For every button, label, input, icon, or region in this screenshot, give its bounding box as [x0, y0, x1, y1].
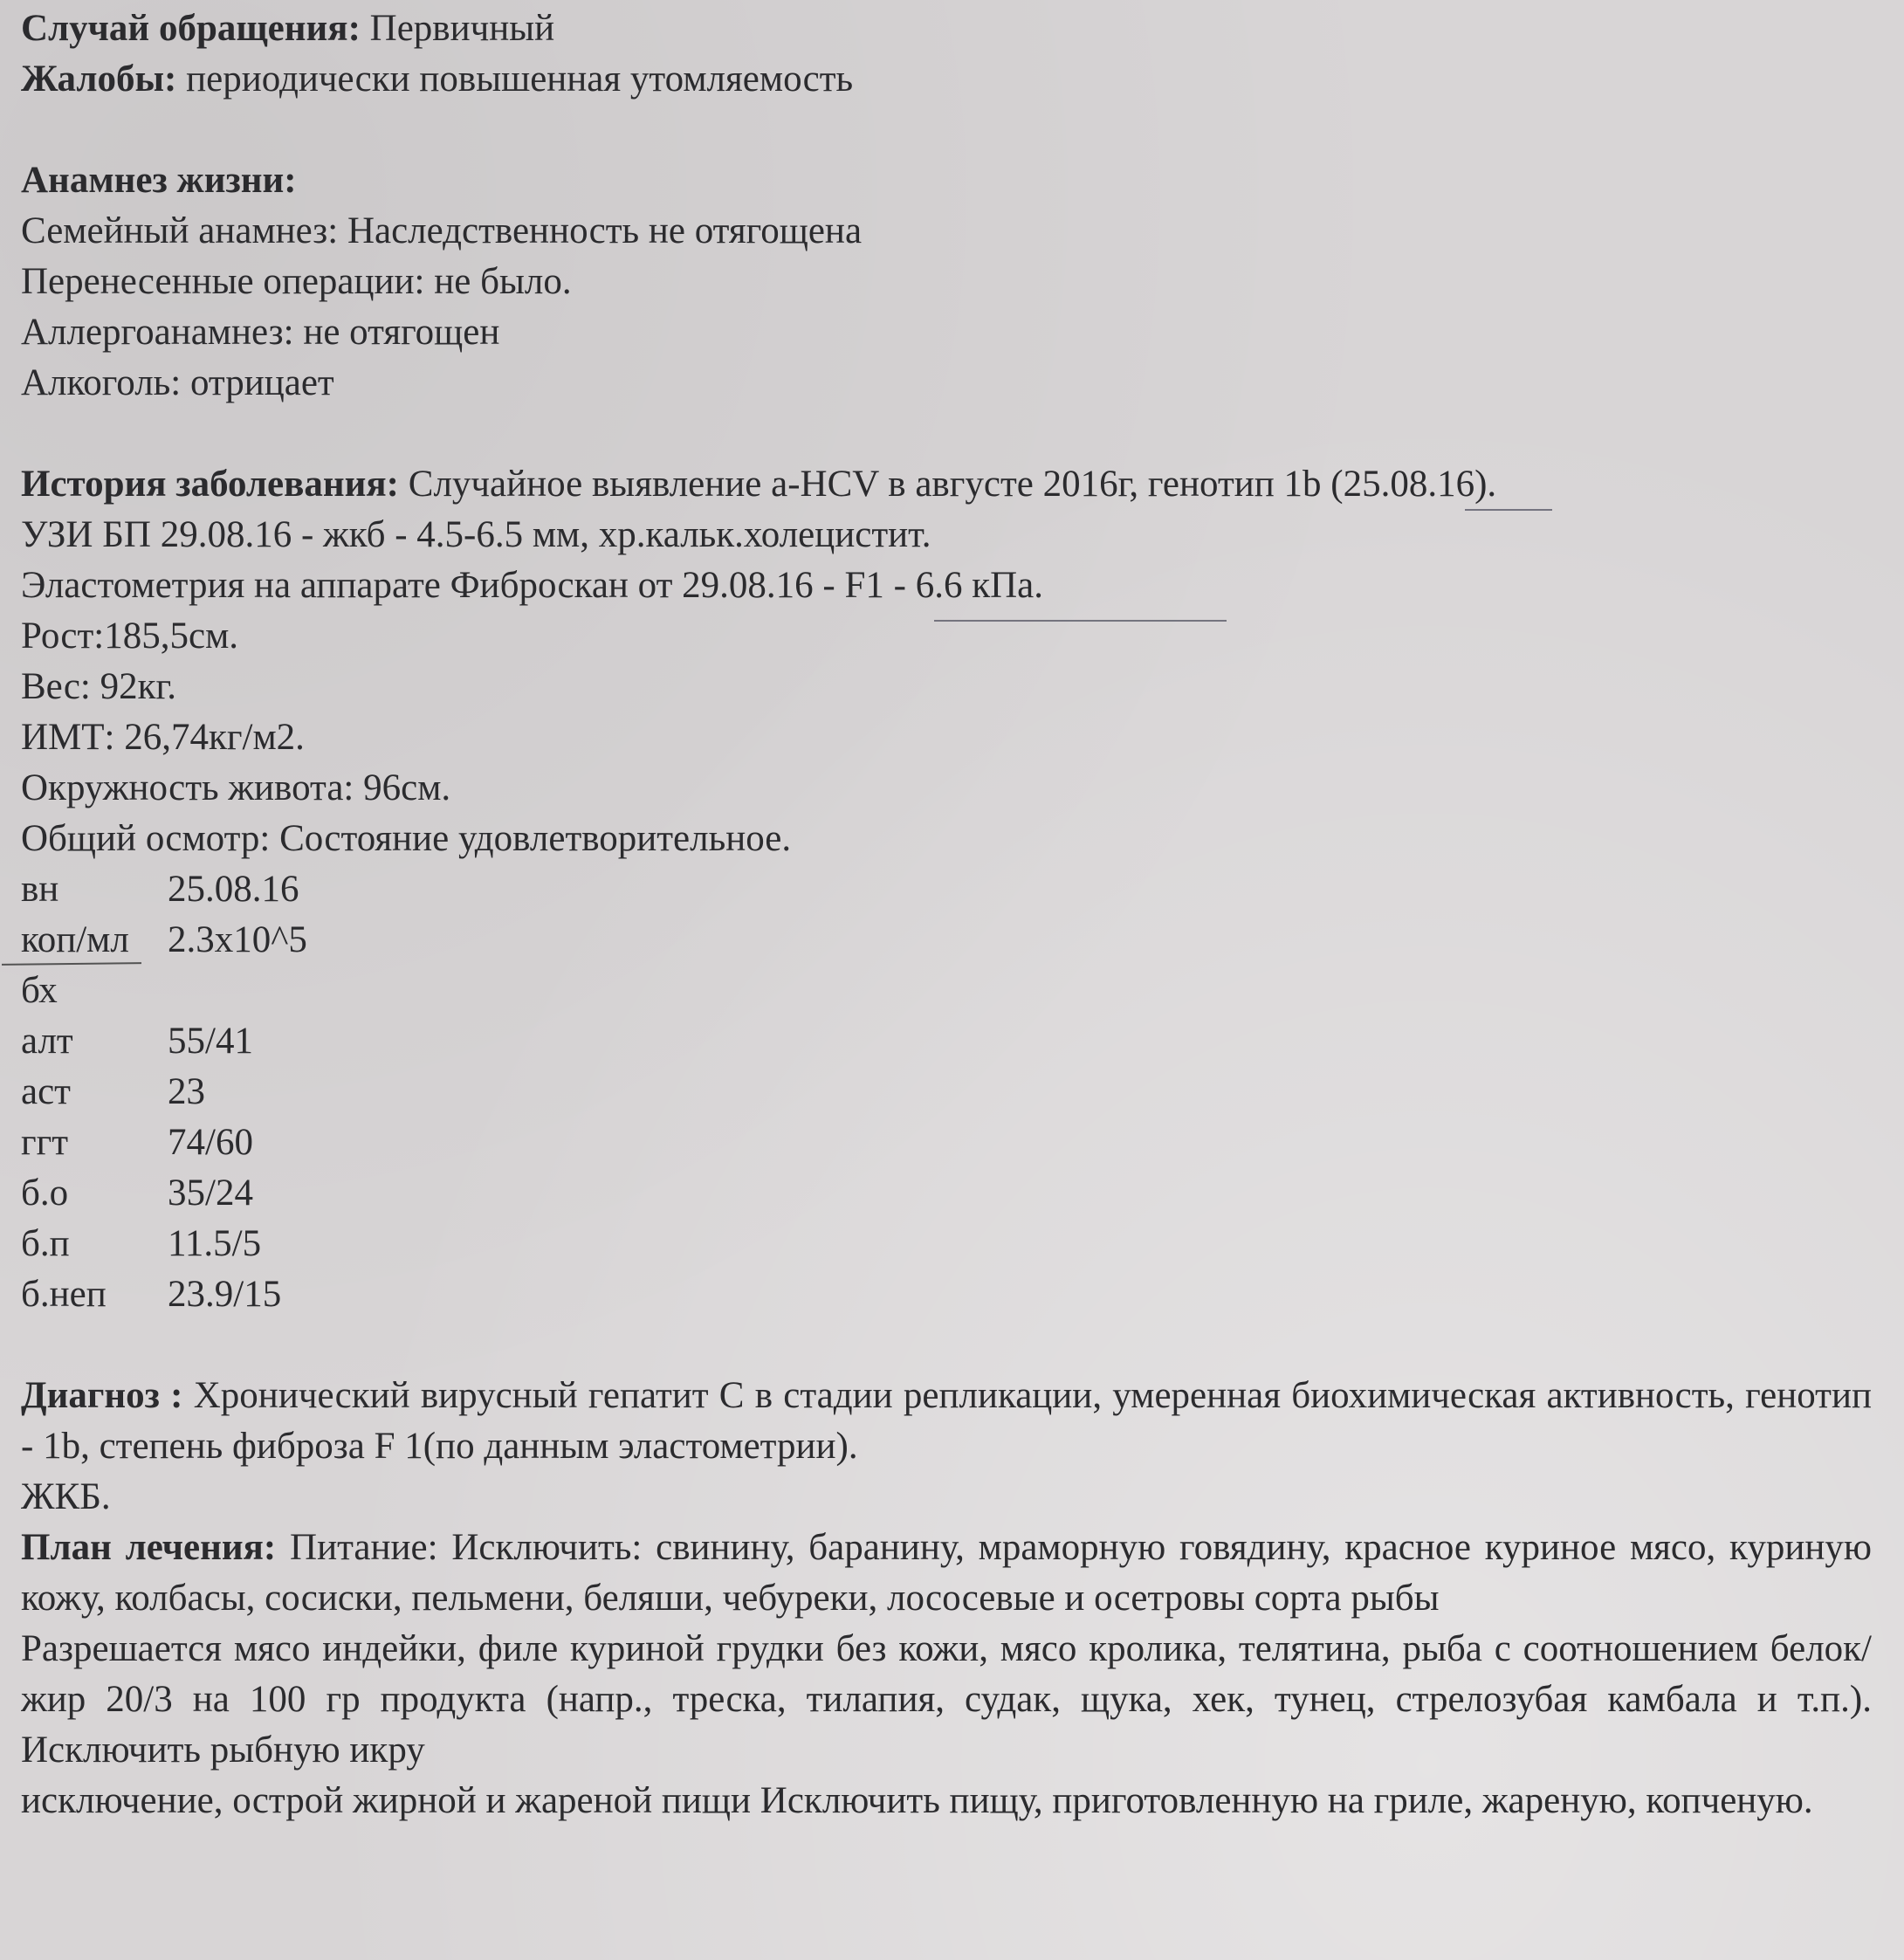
complaints-line — [21, 54, 1880, 105]
complaints-label: Жалобы: — [21, 58, 177, 100]
diagnosis-text: Хронический вирусный гепатит С в стадии репликации, умеренная биохимическая активность, генотип - 1b, степень фиброза F 1(по данным эластометрии). — [21, 1375, 1873, 1467]
lab-value: 55/41 — [168, 1021, 253, 1062]
lab-key: алт — [21, 1021, 73, 1062]
document-page — [21, 3, 1880, 1955]
spacer — [21, 1320, 1880, 1371]
disease-history-line: УЗИ БП 29.08.16 - жкб - 4.5-6.5 мм, хр.кальк.холецистит. — [21, 514, 931, 555]
lab-value: 25.08.16 — [168, 869, 299, 910]
case-value: Первичный — [369, 8, 555, 49]
diagnosis-label: Диагноз : — [21, 1375, 183, 1416]
disease-history-line: Рост:185,5см. — [21, 616, 239, 657]
disease-history-line: Вес: 92кг. — [21, 666, 177, 707]
lab-value: 35/24 — [168, 1173, 253, 1214]
disease-history-first-line — [21, 459, 1880, 510]
disease-history-line: Эластометрия на аппарате Фиброскан от 29.08.16 - F1 - 6.6 кПа. — [21, 565, 1043, 606]
lab-row — [21, 864, 1880, 915]
lab-row — [21, 1118, 1880, 1168]
lab-value: 11.5/5 — [168, 1223, 262, 1264]
disease-history-label: История заболевания: — [21, 464, 400, 505]
disease-history-line: Окружность живота: 96см. — [21, 767, 451, 808]
diagnosis-extra: ЖКБ. — [21, 1476, 111, 1517]
spacer — [21, 105, 1880, 155]
spacer — [21, 409, 1880, 459]
lab-row — [21, 966, 1880, 1016]
lab-results — [21, 864, 1880, 1320]
lab-value: 23.9/15 — [168, 1274, 282, 1315]
lab-row — [21, 1168, 1880, 1219]
lab-key: бх — [21, 970, 58, 1011]
lab-key: коп/мл — [21, 919, 129, 960]
lab-key: б.о — [21, 1173, 69, 1214]
disease-history-text: Случайное выявление a-HCV в августе 2016г, генотип 1b (25.08.16). — [408, 464, 1497, 505]
lab-row — [21, 1219, 1880, 1269]
lab-key: вн — [21, 869, 59, 910]
lab-key: б.неп — [21, 1274, 107, 1315]
lab-value: 23 — [168, 1071, 205, 1112]
life-history-title: Анамнез жизни: — [21, 160, 297, 201]
case-label: Случай обращения: — [21, 8, 361, 49]
diagnosis-paragraph — [21, 1371, 1872, 1472]
treatment-text: Питание: Исключить: свинину, баранину, мраморную говядину, красное куриное мясо, куриную кожу, колбасы, сосиски, пельмени, беляши, чебуреки, лососевые и осетровы сорта рыбы — [21, 1527, 1872, 1619]
pen-underline-mark — [934, 620, 1227, 622]
life-history-line: Аллергоанамнез: не отягощен — [21, 312, 500, 353]
lab-row — [21, 1067, 1880, 1118]
pen-underline-mark — [1465, 509, 1552, 511]
disease-history-line: ИМТ: 26,74кг/м2. — [21, 717, 305, 758]
life-history-line: Алкоголь: отрицает — [21, 362, 334, 403]
lab-key: аст — [21, 1071, 71, 1112]
lab-row — [21, 915, 1880, 966]
lab-key: б.п — [21, 1223, 70, 1264]
treatment-allowed: Разрешается мясо индейки, филе куриной грудки без кожи, мясо кролика, телятина, рыба с соотношением белок/жир 20/3 на 100 гр продукта (напр., треска, тилапия, судак, щука, хек, тунец, стрелозубая камбала и т.п.). Исключить рыбную икру — [21, 1628, 1872, 1771]
lab-value: 74/60 — [168, 1122, 253, 1163]
lab-value: 2.3x10^5 — [168, 919, 307, 960]
life-history-line: Семейный анамнез: Наследственность не отягощена — [21, 210, 863, 251]
lab-row — [21, 1016, 1880, 1067]
treatment-exclude: исключение, острой жирной и жареной пищи Исключить пищу, приготовленную на гриле, жареную, копченую. — [21, 1780, 1813, 1821]
treatment-label: План лечения: — [21, 1527, 277, 1568]
disease-history-line: Общий осмотр: Состояние удовлетворительное. — [21, 818, 792, 859]
lab-row — [21, 1269, 1880, 1320]
life-history-line: Перенесенные операции: не было. — [21, 261, 572, 302]
complaints-value: периодически повышенная утомляемость — [186, 58, 854, 100]
case-line — [21, 3, 1880, 54]
treatment-paragraph — [21, 1523, 1872, 1624]
lab-key: ггт — [21, 1122, 69, 1163]
